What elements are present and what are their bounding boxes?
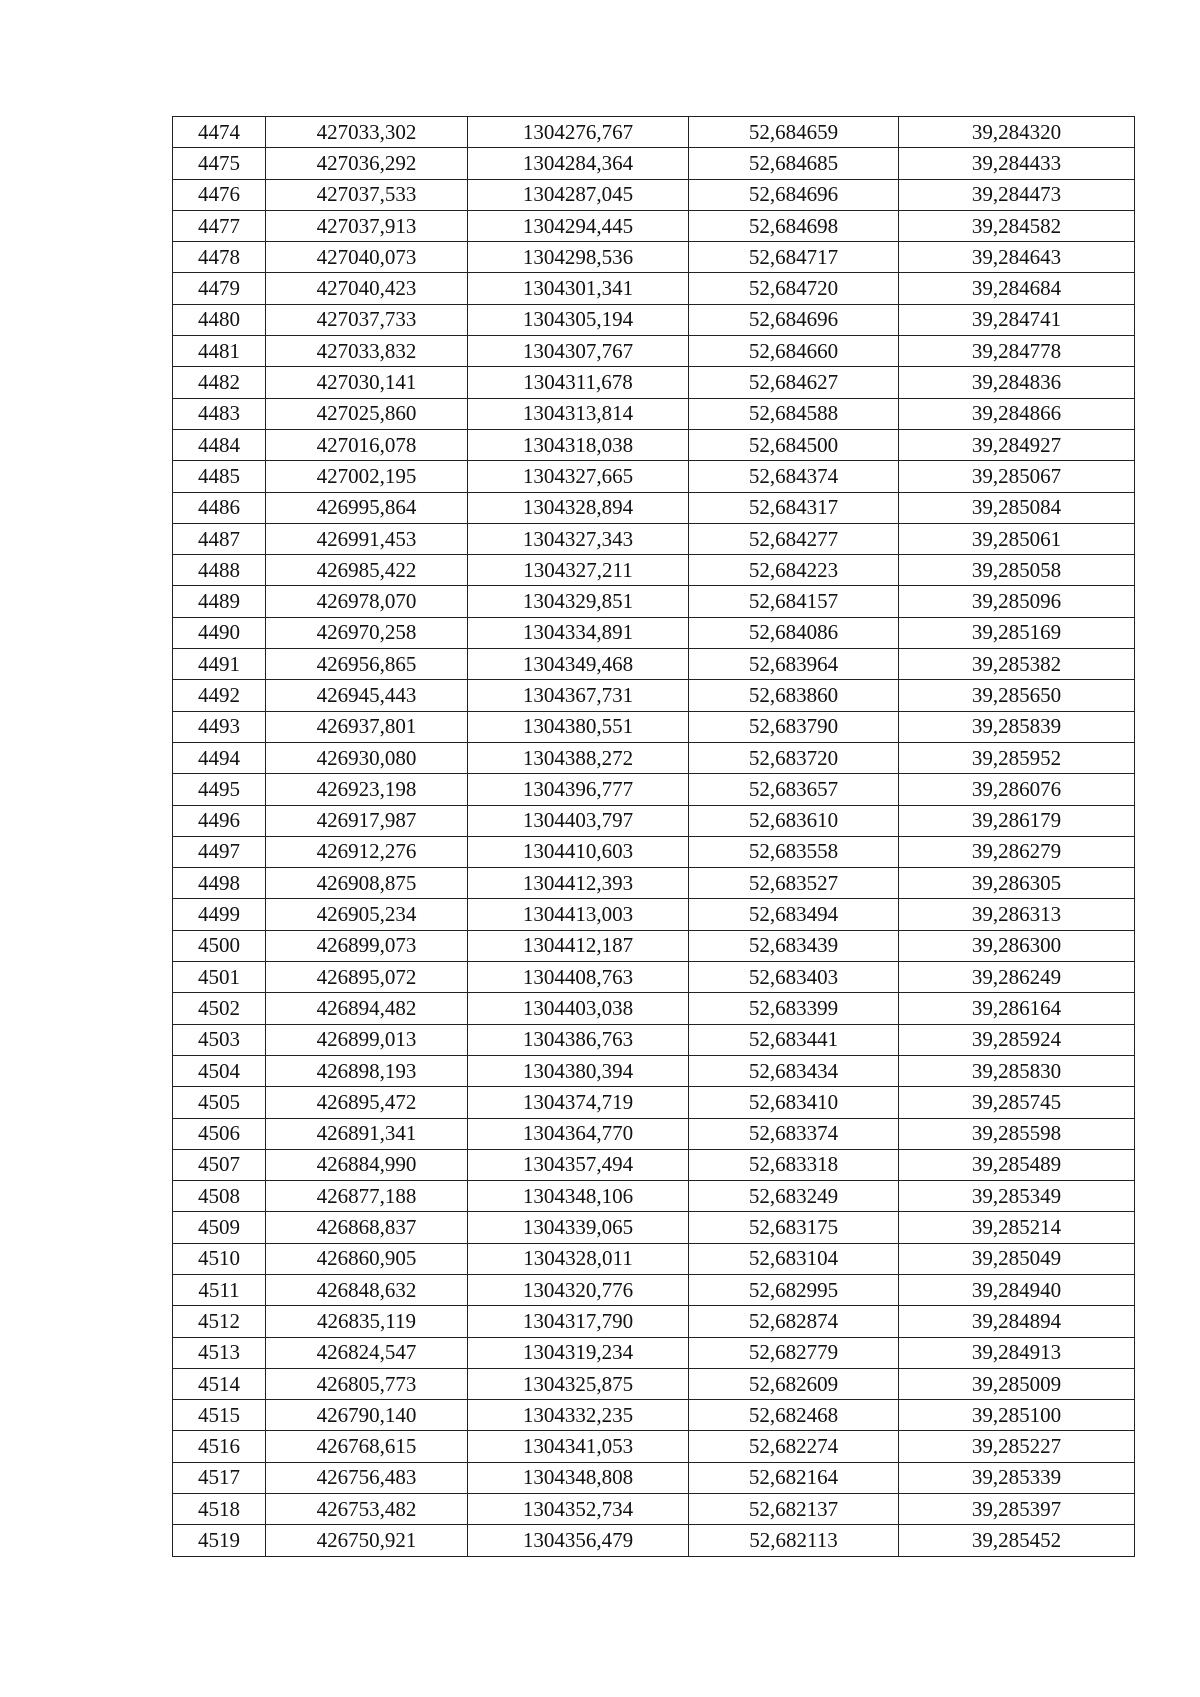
latitude-cell: 52,684659: [689, 117, 899, 148]
longitude-cell: 39,285049: [899, 1243, 1135, 1274]
longitude-cell: 39,285084: [899, 492, 1135, 523]
latitude-cell: 52,683720: [689, 742, 899, 773]
latitude-cell: 52,683374: [689, 1118, 899, 1149]
coordinates-table-body: [173, 117, 1135, 1557]
longitude-cell: 39,285227: [899, 1431, 1135, 1462]
table-row: [173, 868, 1135, 899]
point-number-cell: 4502: [173, 993, 266, 1024]
point-number-cell: 4479: [173, 273, 266, 304]
table-row: [173, 1024, 1135, 1055]
x-coordinate-cell: 426995,864: [266, 492, 468, 523]
point-number-cell: 4478: [173, 242, 266, 273]
point-number-cell: 4486: [173, 492, 266, 523]
table-row: [173, 1149, 1135, 1180]
y-coordinate-cell: 1304318,038: [468, 429, 689, 460]
point-number-cell: 4512: [173, 1306, 266, 1337]
longitude-cell: 39,285598: [899, 1118, 1135, 1149]
x-coordinate-cell: 426768,615: [266, 1431, 468, 1462]
y-coordinate-cell: 1304327,665: [468, 461, 689, 492]
x-coordinate-cell: 426790,140: [266, 1400, 468, 1431]
table-row: [173, 1462, 1135, 1493]
longitude-cell: 39,285061: [899, 523, 1135, 554]
longitude-cell: 39,284684: [899, 273, 1135, 304]
table-row: [173, 1431, 1135, 1462]
x-coordinate-cell: 426937,801: [266, 711, 468, 742]
y-coordinate-cell: 1304348,106: [468, 1181, 689, 1212]
latitude-cell: 52,682779: [689, 1337, 899, 1368]
y-coordinate-cell: 1304388,272: [468, 742, 689, 773]
x-coordinate-cell: 426805,773: [266, 1368, 468, 1399]
table-row: [173, 179, 1135, 210]
point-number-cell: 4515: [173, 1400, 266, 1431]
longitude-cell: 39,285952: [899, 742, 1135, 773]
latitude-cell: 52,683439: [689, 930, 899, 961]
longitude-cell: 39,286179: [899, 805, 1135, 836]
latitude-cell: 52,683434: [689, 1055, 899, 1086]
point-number-cell: 4518: [173, 1494, 266, 1525]
y-coordinate-cell: 1304356,479: [468, 1525, 689, 1556]
table-row: [173, 774, 1135, 805]
table-row: [173, 1212, 1135, 1243]
latitude-cell: 52,684685: [689, 148, 899, 179]
y-coordinate-cell: 1304412,393: [468, 868, 689, 899]
x-coordinate-cell: 427040,423: [266, 273, 468, 304]
longitude-cell: 39,285009: [899, 1368, 1135, 1399]
x-coordinate-cell: 426860,905: [266, 1243, 468, 1274]
latitude-cell: 52,682609: [689, 1368, 899, 1399]
latitude-cell: 52,684500: [689, 429, 899, 460]
longitude-cell: 39,286279: [899, 836, 1135, 867]
point-number-cell: 4503: [173, 1024, 266, 1055]
y-coordinate-cell: 1304276,767: [468, 117, 689, 148]
point-number-cell: 4506: [173, 1118, 266, 1149]
longitude-cell: 39,286313: [899, 899, 1135, 930]
table-row: [173, 555, 1135, 586]
longitude-cell: 39,284940: [899, 1274, 1135, 1305]
y-coordinate-cell: 1304367,731: [468, 680, 689, 711]
latitude-cell: 52,683558: [689, 836, 899, 867]
latitude-cell: 52,684627: [689, 367, 899, 398]
table-row: [173, 429, 1135, 460]
y-coordinate-cell: 1304357,494: [468, 1149, 689, 1180]
table-row: [173, 304, 1135, 335]
x-coordinate-cell: 427033,302: [266, 117, 468, 148]
y-coordinate-cell: 1304311,678: [468, 367, 689, 398]
latitude-cell: 52,683610: [689, 805, 899, 836]
longitude-cell: 39,285830: [899, 1055, 1135, 1086]
longitude-cell: 39,284320: [899, 117, 1135, 148]
table-row: [173, 367, 1135, 398]
latitude-cell: 52,682995: [689, 1274, 899, 1305]
longitude-cell: 39,285100: [899, 1400, 1135, 1431]
latitude-cell: 52,683249: [689, 1181, 899, 1212]
point-number-cell: 4493: [173, 711, 266, 742]
table-row: [173, 148, 1135, 179]
y-coordinate-cell: 1304403,797: [468, 805, 689, 836]
table-row: [173, 1243, 1135, 1274]
latitude-cell: 52,683399: [689, 993, 899, 1024]
table-row: [173, 1118, 1135, 1149]
table-row: [173, 805, 1135, 836]
point-number-cell: 4481: [173, 336, 266, 367]
longitude-cell: 39,285489: [899, 1149, 1135, 1180]
longitude-cell: 39,284913: [899, 1337, 1135, 1368]
x-coordinate-cell: 426756,483: [266, 1462, 468, 1493]
y-coordinate-cell: 1304339,065: [468, 1212, 689, 1243]
longitude-cell: 39,285058: [899, 555, 1135, 586]
point-number-cell: 4485: [173, 461, 266, 492]
x-coordinate-cell: 426899,013: [266, 1024, 468, 1055]
table-row: [173, 1494, 1135, 1525]
table-row: [173, 1337, 1135, 1368]
latitude-cell: 52,683494: [689, 899, 899, 930]
point-number-cell: 4517: [173, 1462, 266, 1493]
x-coordinate-cell: 427037,533: [266, 179, 468, 210]
x-coordinate-cell: 426899,073: [266, 930, 468, 961]
table-row: [173, 117, 1135, 148]
table-row: [173, 1368, 1135, 1399]
point-number-cell: 4508: [173, 1181, 266, 1212]
x-coordinate-cell: 427030,141: [266, 367, 468, 398]
y-coordinate-cell: 1304328,894: [468, 492, 689, 523]
longitude-cell: 39,285169: [899, 617, 1135, 648]
point-number-cell: 4492: [173, 680, 266, 711]
table-row: [173, 711, 1135, 742]
latitude-cell: 52,682137: [689, 1494, 899, 1525]
longitude-cell: 39,285650: [899, 680, 1135, 711]
longitude-cell: 39,285339: [899, 1462, 1135, 1493]
table-row: [173, 523, 1135, 554]
point-number-cell: 4484: [173, 429, 266, 460]
point-number-cell: 4489: [173, 586, 266, 617]
x-coordinate-cell: 426908,875: [266, 868, 468, 899]
latitude-cell: 52,683104: [689, 1243, 899, 1274]
table-row: [173, 336, 1135, 367]
longitude-cell: 39,284866: [899, 398, 1135, 429]
table-row: [173, 1087, 1135, 1118]
point-number-cell: 4501: [173, 962, 266, 993]
x-coordinate-cell: 426930,080: [266, 742, 468, 773]
x-coordinate-cell: 426891,341: [266, 1118, 468, 1149]
x-coordinate-cell: 426905,234: [266, 899, 468, 930]
x-coordinate-cell: 427037,913: [266, 210, 468, 241]
latitude-cell: 52,684223: [689, 555, 899, 586]
coordinates-table: [172, 116, 1135, 1557]
point-number-cell: 4500: [173, 930, 266, 961]
point-number-cell: 4476: [173, 179, 266, 210]
table-row: [173, 742, 1135, 773]
y-coordinate-cell: 1304386,763: [468, 1024, 689, 1055]
point-number-cell: 4496: [173, 805, 266, 836]
y-coordinate-cell: 1304348,808: [468, 1462, 689, 1493]
x-coordinate-cell: 426848,632: [266, 1274, 468, 1305]
point-number-cell: 4480: [173, 304, 266, 335]
longitude-cell: 39,284778: [899, 336, 1135, 367]
longitude-cell: 39,285397: [899, 1494, 1135, 1525]
x-coordinate-cell: 426923,198: [266, 774, 468, 805]
table-row: [173, 930, 1135, 961]
x-coordinate-cell: 426877,188: [266, 1181, 468, 1212]
latitude-cell: 52,683527: [689, 868, 899, 899]
x-coordinate-cell: 426895,072: [266, 962, 468, 993]
latitude-cell: 52,684696: [689, 304, 899, 335]
x-coordinate-cell: 426991,453: [266, 523, 468, 554]
y-coordinate-cell: 1304341,053: [468, 1431, 689, 1462]
x-coordinate-cell: 426835,119: [266, 1306, 468, 1337]
y-coordinate-cell: 1304328,011: [468, 1243, 689, 1274]
longitude-cell: 39,285349: [899, 1181, 1135, 1212]
longitude-cell: 39,284473: [899, 179, 1135, 210]
point-number-cell: 4490: [173, 617, 266, 648]
table-row: [173, 273, 1135, 304]
y-coordinate-cell: 1304301,341: [468, 273, 689, 304]
y-coordinate-cell: 1304403,038: [468, 993, 689, 1024]
x-coordinate-cell: 426978,070: [266, 586, 468, 617]
longitude-cell: 39,286164: [899, 993, 1135, 1024]
x-coordinate-cell: 427033,832: [266, 336, 468, 367]
table-row: [173, 899, 1135, 930]
x-coordinate-cell: 427036,292: [266, 148, 468, 179]
latitude-cell: 52,684720: [689, 273, 899, 304]
y-coordinate-cell: 1304307,767: [468, 336, 689, 367]
table-row: [173, 1306, 1135, 1337]
point-number-cell: 4505: [173, 1087, 266, 1118]
x-coordinate-cell: 426898,193: [266, 1055, 468, 1086]
latitude-cell: 52,682468: [689, 1400, 899, 1431]
longitude-cell: 39,286076: [899, 774, 1135, 805]
x-coordinate-cell: 426884,990: [266, 1149, 468, 1180]
point-number-cell: 4494: [173, 742, 266, 773]
latitude-cell: 52,684717: [689, 242, 899, 273]
latitude-cell: 52,684157: [689, 586, 899, 617]
longitude-cell: 39,286300: [899, 930, 1135, 961]
point-number-cell: 4477: [173, 210, 266, 241]
y-coordinate-cell: 1304287,045: [468, 179, 689, 210]
table-row: [173, 649, 1135, 680]
longitude-cell: 39,284433: [899, 148, 1135, 179]
longitude-cell: 39,285839: [899, 711, 1135, 742]
table-row: [173, 680, 1135, 711]
y-coordinate-cell: 1304380,551: [468, 711, 689, 742]
y-coordinate-cell: 1304412,187: [468, 930, 689, 961]
point-number-cell: 4499: [173, 899, 266, 930]
latitude-cell: 52,684588: [689, 398, 899, 429]
y-coordinate-cell: 1304380,394: [468, 1055, 689, 1086]
y-coordinate-cell: 1304413,003: [468, 899, 689, 930]
latitude-cell: 52,683790: [689, 711, 899, 742]
latitude-cell: 52,684317: [689, 492, 899, 523]
x-coordinate-cell: 426912,276: [266, 836, 468, 867]
table-row: [173, 492, 1135, 523]
longitude-cell: 39,284643: [899, 242, 1135, 273]
latitude-cell: 52,683403: [689, 962, 899, 993]
y-coordinate-cell: 1304349,468: [468, 649, 689, 680]
y-coordinate-cell: 1304374,719: [468, 1087, 689, 1118]
latitude-cell: 52,683175: [689, 1212, 899, 1243]
longitude-cell: 39,284927: [899, 429, 1135, 460]
y-coordinate-cell: 1304408,763: [468, 962, 689, 993]
longitude-cell: 39,285745: [899, 1087, 1135, 1118]
y-coordinate-cell: 1304410,603: [468, 836, 689, 867]
y-coordinate-cell: 1304298,536: [468, 242, 689, 273]
x-coordinate-cell: 426750,921: [266, 1525, 468, 1556]
latitude-cell: 52,684698: [689, 210, 899, 241]
latitude-cell: 52,683441: [689, 1024, 899, 1055]
point-number-cell: 4514: [173, 1368, 266, 1399]
y-coordinate-cell: 1304284,364: [468, 148, 689, 179]
y-coordinate-cell: 1304364,770: [468, 1118, 689, 1149]
latitude-cell: 52,684374: [689, 461, 899, 492]
point-number-cell: 4483: [173, 398, 266, 429]
latitude-cell: 52,683318: [689, 1149, 899, 1180]
point-number-cell: 4504: [173, 1055, 266, 1086]
x-coordinate-cell: 427002,195: [266, 461, 468, 492]
table-row: [173, 1055, 1135, 1086]
point-number-cell: 4510: [173, 1243, 266, 1274]
y-coordinate-cell: 1304305,194: [468, 304, 689, 335]
longitude-cell: 39,285214: [899, 1212, 1135, 1243]
point-number-cell: 4509: [173, 1212, 266, 1243]
point-number-cell: 4488: [173, 555, 266, 586]
y-coordinate-cell: 1304334,891: [468, 617, 689, 648]
y-coordinate-cell: 1304332,235: [468, 1400, 689, 1431]
y-coordinate-cell: 1304327,211: [468, 555, 689, 586]
longitude-cell: 39,284836: [899, 367, 1135, 398]
latitude-cell: 52,684277: [689, 523, 899, 554]
longitude-cell: 39,286249: [899, 962, 1135, 993]
longitude-cell: 39,286305: [899, 868, 1135, 899]
y-coordinate-cell: 1304329,851: [468, 586, 689, 617]
latitude-cell: 52,682274: [689, 1431, 899, 1462]
table-row: [173, 962, 1135, 993]
x-coordinate-cell: 426894,482: [266, 993, 468, 1024]
x-coordinate-cell: 426895,472: [266, 1087, 468, 1118]
point-number-cell: 4516: [173, 1431, 266, 1462]
x-coordinate-cell: 426868,837: [266, 1212, 468, 1243]
longitude-cell: 39,285096: [899, 586, 1135, 617]
x-coordinate-cell: 426956,865: [266, 649, 468, 680]
y-coordinate-cell: 1304396,777: [468, 774, 689, 805]
point-number-cell: 4507: [173, 1149, 266, 1180]
x-coordinate-cell: 427037,733: [266, 304, 468, 335]
point-number-cell: 4497: [173, 836, 266, 867]
latitude-cell: 52,683410: [689, 1087, 899, 1118]
table-row: [173, 836, 1135, 867]
longitude-cell: 39,284582: [899, 210, 1135, 241]
point-number-cell: 4482: [173, 367, 266, 398]
latitude-cell: 52,684086: [689, 617, 899, 648]
latitude-cell: 52,682113: [689, 1525, 899, 1556]
table-row: [173, 586, 1135, 617]
x-coordinate-cell: 426970,258: [266, 617, 468, 648]
longitude-cell: 39,284894: [899, 1306, 1135, 1337]
x-coordinate-cell: 426917,987: [266, 805, 468, 836]
x-coordinate-cell: 426985,422: [266, 555, 468, 586]
y-coordinate-cell: 1304313,814: [468, 398, 689, 429]
table-row: [173, 242, 1135, 273]
table-row: [173, 1274, 1135, 1305]
y-coordinate-cell: 1304319,234: [468, 1337, 689, 1368]
longitude-cell: 39,285452: [899, 1525, 1135, 1556]
x-coordinate-cell: 427040,073: [266, 242, 468, 273]
latitude-cell: 52,684660: [689, 336, 899, 367]
y-coordinate-cell: 1304352,734: [468, 1494, 689, 1525]
latitude-cell: 52,682164: [689, 1462, 899, 1493]
x-coordinate-cell: 427016,078: [266, 429, 468, 460]
longitude-cell: 39,285924: [899, 1024, 1135, 1055]
point-number-cell: 4491: [173, 649, 266, 680]
latitude-cell: 52,683860: [689, 680, 899, 711]
y-coordinate-cell: 1304294,445: [468, 210, 689, 241]
point-number-cell: 4487: [173, 523, 266, 554]
point-number-cell: 4511: [173, 1274, 266, 1305]
table-row: [173, 398, 1135, 429]
y-coordinate-cell: 1304325,875: [468, 1368, 689, 1399]
table-row: [173, 210, 1135, 241]
point-number-cell: 4519: [173, 1525, 266, 1556]
table-row: [173, 1400, 1135, 1431]
x-coordinate-cell: 426753,482: [266, 1494, 468, 1525]
point-number-cell: 4498: [173, 868, 266, 899]
table-row: [173, 617, 1135, 648]
y-coordinate-cell: 1304320,776: [468, 1274, 689, 1305]
longitude-cell: 39,285067: [899, 461, 1135, 492]
latitude-cell: 52,683657: [689, 774, 899, 805]
longitude-cell: 39,285382: [899, 649, 1135, 680]
point-number-cell: 4474: [173, 117, 266, 148]
point-number-cell: 4513: [173, 1337, 266, 1368]
table-row: [173, 1181, 1135, 1212]
latitude-cell: 52,683964: [689, 649, 899, 680]
point-number-cell: 4475: [173, 148, 266, 179]
table-row: [173, 461, 1135, 492]
table-row: [173, 1525, 1135, 1556]
x-coordinate-cell: 427025,860: [266, 398, 468, 429]
latitude-cell: 52,682874: [689, 1306, 899, 1337]
y-coordinate-cell: 1304327,343: [468, 523, 689, 554]
point-number-cell: 4495: [173, 774, 266, 805]
y-coordinate-cell: 1304317,790: [468, 1306, 689, 1337]
x-coordinate-cell: 426945,443: [266, 680, 468, 711]
table-row: [173, 993, 1135, 1024]
latitude-cell: 52,684696: [689, 179, 899, 210]
longitude-cell: 39,284741: [899, 304, 1135, 335]
x-coordinate-cell: 426824,547: [266, 1337, 468, 1368]
